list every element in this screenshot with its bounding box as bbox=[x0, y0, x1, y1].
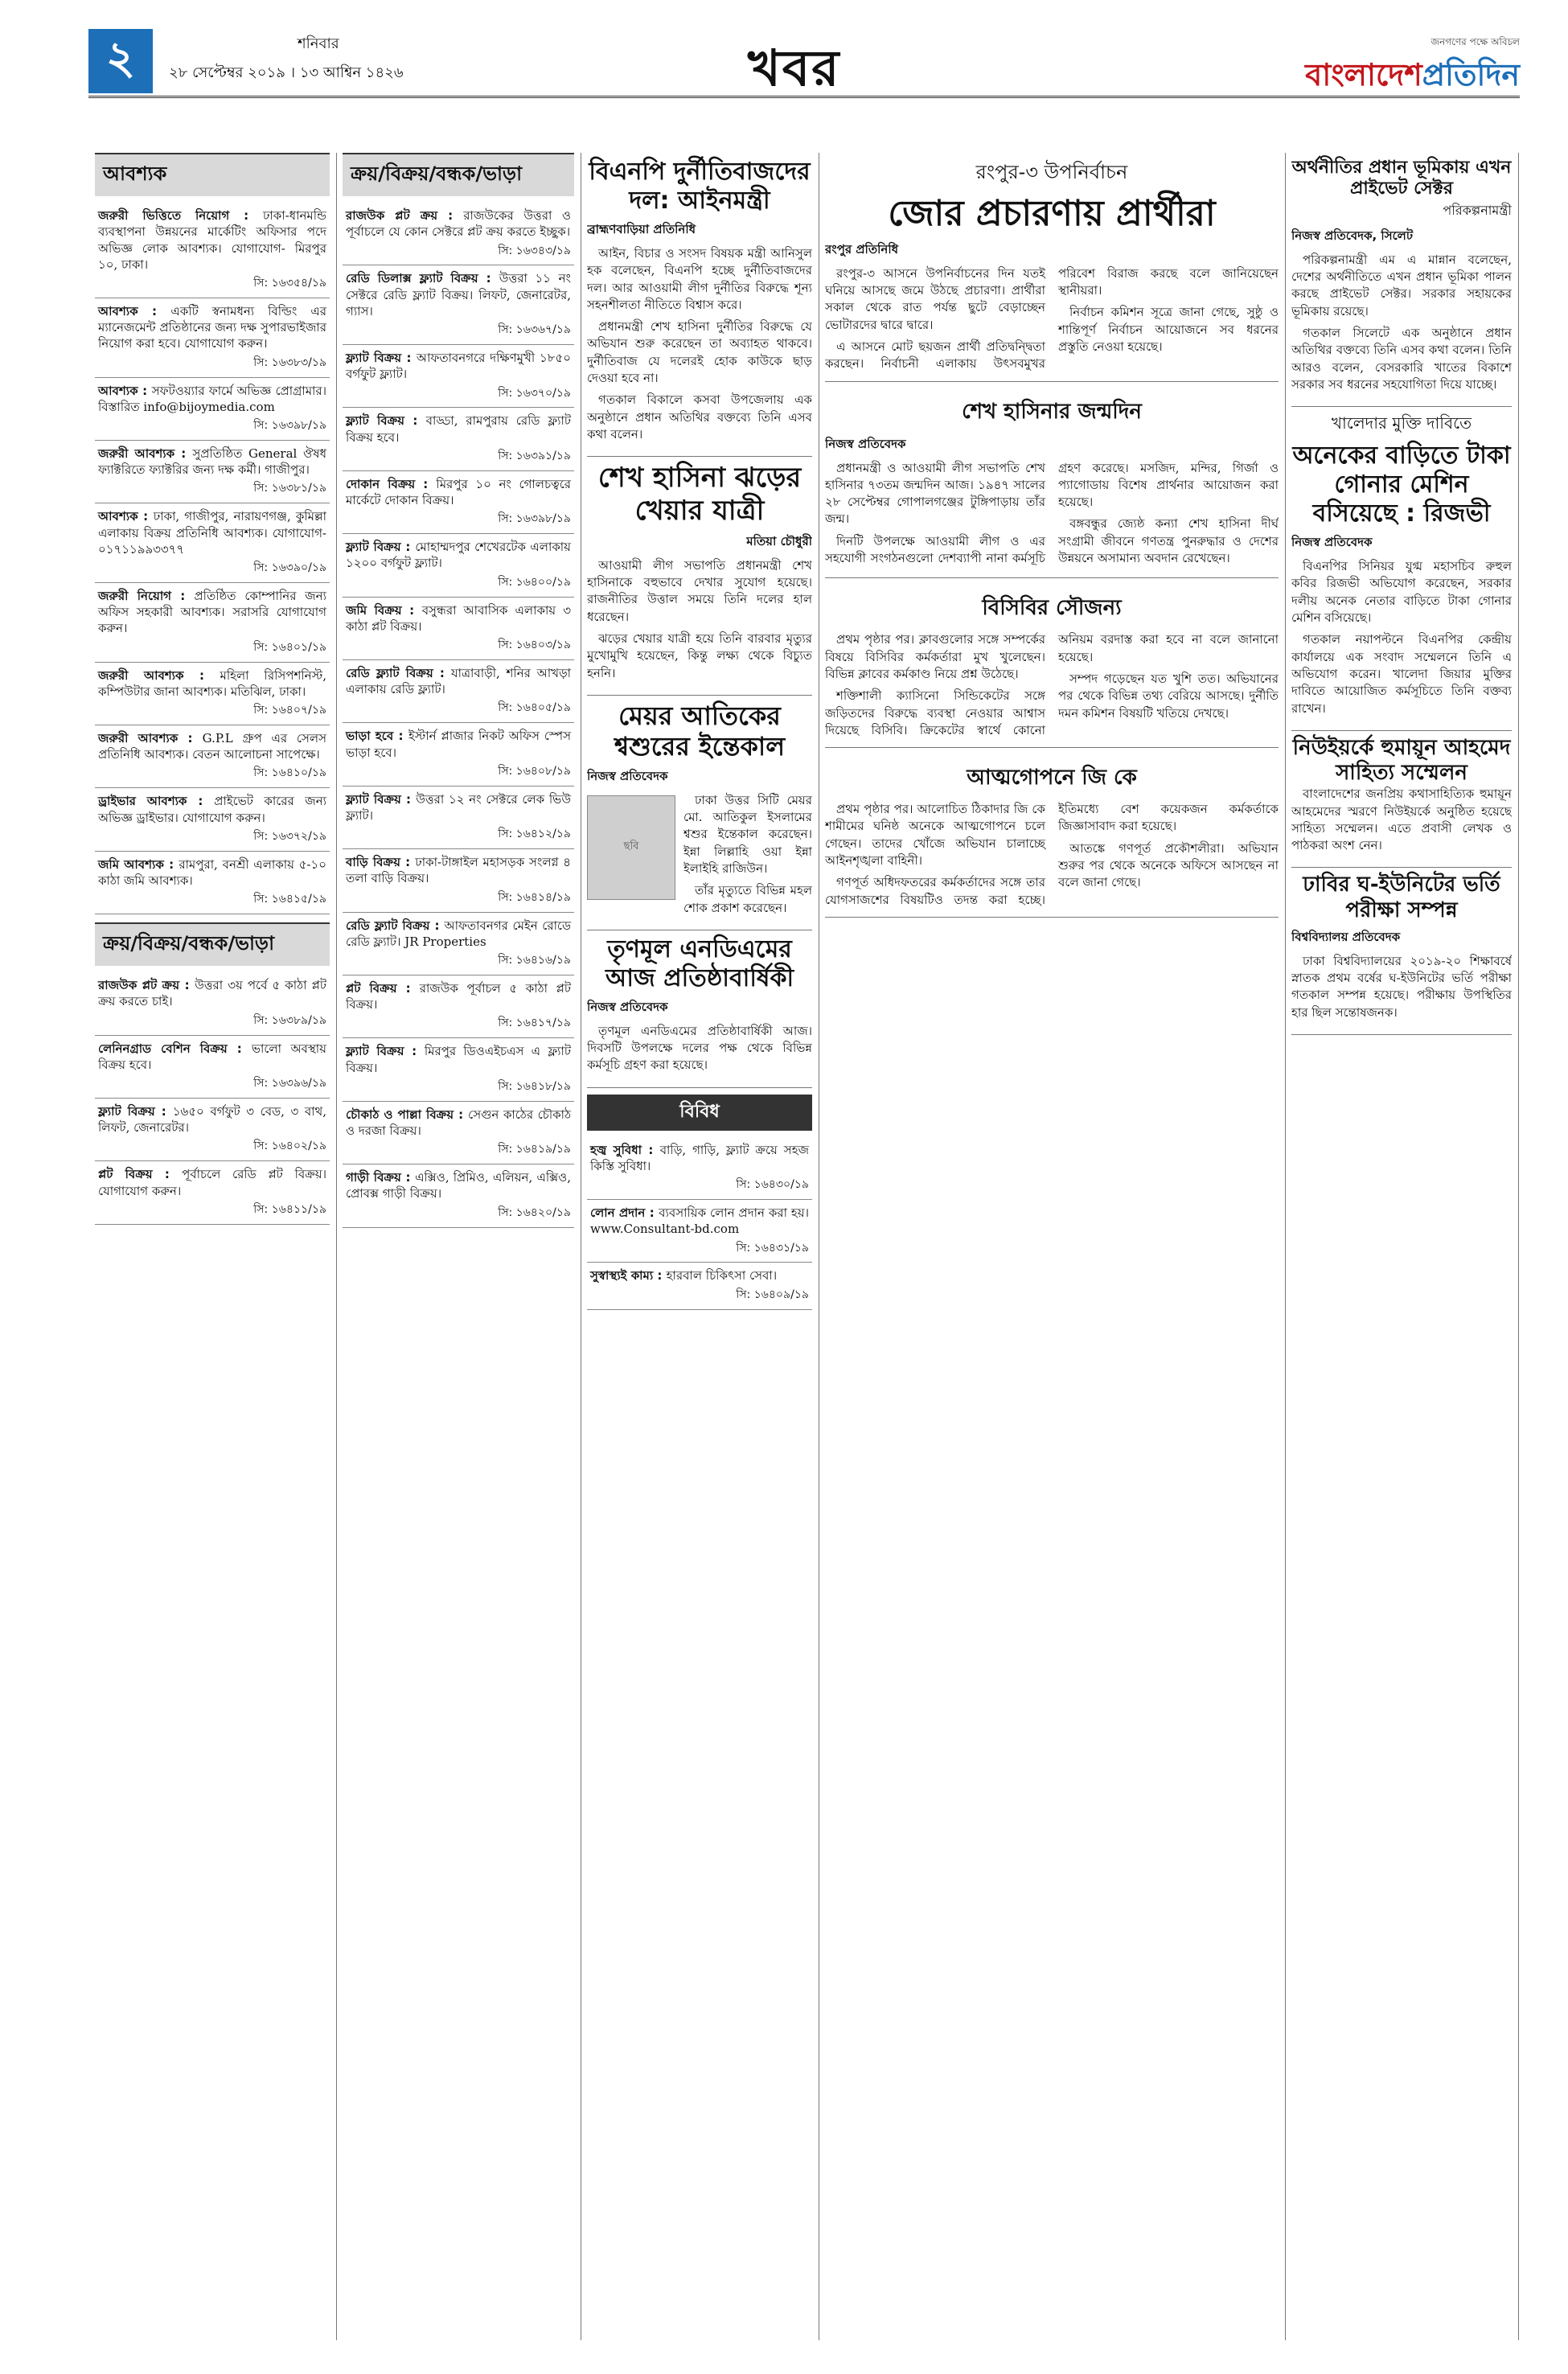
classifieds-column-2 bbox=[343, 153, 574, 2340]
paragraph: গতকাল সিলেটে এক অনুষ্ঠানে প্রধান অতিথির বক্তব্যে তিনি এসব কথা বলেন। তিনি আরও বলেন, বেসরকারি খাতের বিকাশে সরকার সব ধরনের সহযোগিতা দিয়ে যাচ্ছে। bbox=[1291, 325, 1512, 392]
ad-text: সেগুন কাঠের চৌকাঠ ও দরজা বিক্রয়। bbox=[346, 1107, 571, 1138]
ad-lead: জরুরী ভিত্তিতে নিয়োগ : bbox=[98, 208, 263, 223]
paragraph: নির্বাচন কমিশন সূত্রে জানা গেছে, সুষ্ঠু ও শান্তিপূর্ণ নির্বাচন আয়োজনে সব ধরনের প্রস্তুতি নেওয়া হয়েছে। bbox=[1058, 305, 1279, 354]
headline: অর্থনীতির প্রধান ভূমিকায় এখন প্রাইভেট সেক্টর bbox=[1291, 158, 1512, 199]
classified-heading: আবশ্যক bbox=[95, 153, 330, 196]
paragraph: এ আসনে মোট ছয়জন প্রার্থী প্রতিদ্বন্দ্বিতা করছেন। নির্বাচনী এলাকায় উৎসবমুখর পরিবেশ বিরাজ করছে বলে জানিয়েছেন স্থানীয়রা। bbox=[825, 265, 1279, 372]
ad-text: ১৬৫০ বর্গফুট ৩ বেড, ৩ বাথ, লিফট, জেনারেটর। bbox=[98, 1103, 326, 1136]
paragraph: ঢাকা উত্তর সিটি মেয়র মো. আতিকুল ইসলামের শ্বশুর ইন্তেকাল করেছেন। ইন্না লিল্লাহি ওয়া ইন্না ইলাইহি রাজিউন। bbox=[683, 792, 812, 876]
classified-ad bbox=[343, 534, 574, 597]
ad-text: বাড্ডা, রামপুরায় রেডি ফ্ল্যাট বিক্রয় হবে। bbox=[346, 413, 572, 445]
headline: শেখ হাসিনার জন্মদিন bbox=[962, 399, 1142, 424]
classified-ad bbox=[587, 1137, 812, 1200]
classified-heading-2: ক্রয়/বিক্রয়/বন্ধক/ভাড়া bbox=[95, 922, 330, 966]
ad-code: সি: ১৬৩৯৮/১৯ bbox=[253, 419, 326, 433]
ad-text: G.P.L গ্রুপ এর সেলস প্রতিনিধি আবশ্যক। বেতন আলোচনা সাপেক্ষে। bbox=[98, 730, 327, 762]
classified-ad bbox=[95, 203, 330, 298]
ad-lead: ফ্ল্যাট বিক্রয় : bbox=[346, 791, 417, 807]
ad-lead: রেডি ফ্ল্যাট বিক্রয় : bbox=[346, 665, 451, 680]
ad-text: ঢাকা-টাঙ্গাইল মহাসড়ক সংলগ্ন ৪ তলা বাড়ি বিক্রয়। bbox=[346, 855, 571, 886]
ad-code: সি: ১৬৩৬৭/১৯ bbox=[498, 323, 571, 337]
headline: তৃণমূল এনডিএমের আজ প্রতিষ্ঠাবার্ষিকী bbox=[605, 934, 794, 992]
story-trinamool bbox=[587, 930, 812, 1088]
paragraph: গতকাল বিকালে কসবা উপজেলায় এক অনুষ্ঠানে প্রধান অতিথির বক্তব্যে তিনি এসব কথা বলেন। bbox=[587, 392, 812, 442]
kicker: রংপুর-৩ উপনির্বাচন bbox=[975, 161, 1128, 183]
classified-list bbox=[343, 203, 574, 1228]
classified-ad bbox=[95, 1161, 330, 1224]
classified-ad bbox=[343, 660, 574, 723]
ad-text: রাজউক পূর্বাচল ৫ কাঠা প্লট বিক্রয়। bbox=[346, 980, 571, 1012]
headline: নিউইয়র্কে হুমায়ূন আহমেদ সাহিত্য সম্মেলন bbox=[1292, 735, 1511, 786]
classified-ad bbox=[343, 787, 574, 849]
classified-ad bbox=[343, 345, 574, 408]
ad-lead: জমি আবশ্যক : bbox=[98, 856, 179, 872]
story-bcb bbox=[825, 578, 1279, 748]
brand-tagline: জনগণের পক্ষে অবিচল bbox=[1430, 36, 1520, 47]
byline: রংপুর প্রতিনিধি bbox=[825, 241, 899, 257]
ad-lead: আবশ্যক : bbox=[98, 509, 154, 524]
ad-lead: জমি বিক্রয় : bbox=[346, 602, 422, 618]
story-poem bbox=[587, 457, 812, 696]
ad-code: সি: ১৬৩৭০/১৯ bbox=[498, 386, 571, 400]
paragraph: গণপূর্ত অধিদফতরের কর্মকর্তাদের সঙ্গে তার যোগসাজশের বিষয়টিও তদন্ত করা হচ্ছে। ইতিমধ্যে বেশ কয়েকজন কর্মকর্তাকে জিজ্ঞাসাবাদ করা হয়েছে। bbox=[825, 802, 1279, 907]
headline: মেয়র আতিকের শ্বশুরের ইন্তেকাল bbox=[614, 700, 786, 762]
ad-lead: সুস্বাস্থ্যই কাম্য : bbox=[590, 1268, 667, 1284]
story-economy bbox=[1291, 153, 1512, 407]
ad-code: সি: ১৬৩৮৩/১৯ bbox=[253, 355, 326, 369]
ad-code: সি: ১৬৪১৪/১৯ bbox=[498, 890, 571, 904]
classified-ad bbox=[343, 723, 574, 786]
story-rangpur bbox=[825, 153, 1279, 382]
ad-code: সি: ১৬৪১৭/১৯ bbox=[498, 1017, 571, 1030]
classified-list-2 bbox=[95, 972, 330, 1225]
classified-ad bbox=[95, 972, 330, 1035]
classified-ad bbox=[95, 1099, 330, 1161]
masthead bbox=[88, 24, 1520, 98]
story-du bbox=[1291, 868, 1512, 1035]
paragraph: প্রথম পৃষ্ঠার পর। ক্লাবগুলোর সঙ্গে সম্পর্কের বিষয়ে বিসিবির কর্মকর্তারা মুখ খুলেছেন। বিভিন্ন ক্লাবের কর্মকাণ্ড নিয়ে প্রশ্ন উঠেছে। bbox=[825, 632, 1045, 681]
brand-name bbox=[1305, 51, 1520, 103]
ad-lead: ফ্ল্যাট বিক্রয় : bbox=[346, 1044, 425, 1059]
ad-text: এক্সিও, প্রিমিও, এলিয়ন, এক্সিও, প্রোবক্স গাড়ী বিক্রয়। bbox=[346, 1170, 571, 1201]
ad-code: সি: ১৬৪১১/১৯ bbox=[253, 1202, 326, 1216]
ad-code: সি: ১৬৪১৯/১৯ bbox=[498, 1143, 571, 1156]
classified-ad bbox=[343, 1164, 574, 1227]
headline: আত্মগোপনে জি কে bbox=[967, 766, 1137, 791]
ad-text: আফতাবনগরে দক্ষিণমুখী ১৮৫০ বর্গফুট ফ্ল্যাট। bbox=[346, 351, 572, 382]
ad-lead: ভাড়া হবে : bbox=[346, 729, 408, 744]
ad-lead: ফ্ল্যাট বিক্রয় : bbox=[346, 351, 417, 366]
ad-text: ব্যবসায়িক লোন প্রদান করা হয়। www.Consultant-bd.com bbox=[590, 1205, 809, 1237]
story-obituary bbox=[587, 696, 812, 930]
classified-list bbox=[95, 203, 330, 914]
ad-text: বাড়ি, গাড়ি, ফ্ল্যাট ক্রয়ে সহজ কিস্তি সুবিধা। bbox=[590, 1142, 810, 1173]
ad-lead: রাজউক প্লট ক্রয় : bbox=[98, 978, 195, 993]
news-column-4 bbox=[825, 153, 1279, 2340]
weekday: শনিবার bbox=[298, 35, 339, 52]
page-number: ২ bbox=[88, 29, 153, 93]
story-body bbox=[587, 1023, 812, 1074]
story-body bbox=[825, 460, 1279, 570]
ad-lead: গাড়ী বিক্রয় : bbox=[346, 1170, 416, 1185]
story-body bbox=[587, 557, 812, 682]
misc-list bbox=[587, 1137, 812, 1310]
story-body bbox=[825, 631, 1279, 739]
classified-ad bbox=[343, 1102, 574, 1164]
ad-text: মিরপুর ১০ নং গোলচত্বরে মার্কেটে দোকান বিক্রয়। bbox=[346, 476, 571, 508]
paragraph: আওয়ামী লীগ সভাপতি প্রধানমন্ত্রী শেখ হাসিনাকে বহুভাবে দেখার সুযোগ হয়েছে। রাজনীতির উত্তাল সময়ে তিনি দলের হাল ধরেছেন। bbox=[587, 557, 812, 624]
ad-text: উত্তরা ১২ নং সেক্টরে লেক ভিউ ফ্ল্যাট। bbox=[346, 791, 572, 824]
ad-text: ভালো অবস্থায় বিক্রয় হবে। bbox=[98, 1041, 326, 1072]
ad-lead: জরুরী আবশ্যক : bbox=[98, 667, 220, 683]
byline: নিজস্ব প্রতিবেদক bbox=[1291, 535, 1373, 550]
ad-code: সি: ১৬৪৩০/১৯ bbox=[736, 1178, 809, 1192]
story-birthday bbox=[825, 382, 1279, 579]
ad-lead: জরুরী আবশ্যক : bbox=[98, 446, 193, 461]
ad-lead: জরুরী নিয়োগ : bbox=[98, 588, 195, 603]
paragraph: রংপুর-৩ আসনে উপনির্বাচনের দিন যতই ঘনিয়ে আসছে জমে উঠছে প্রচারণা। প্রার্থীরা সকাল থেকে রাত পর্যন্ত ছুটে বেড়াচ্ছেন ভোটারদের দ্বারে দ্বারে। bbox=[825, 265, 1045, 332]
paragraph: ঝড়ের খেয়ার যাত্রী হয়ে তিনি বারবার মৃত্যুর মুখোমুখি হয়েছেন, কিন্তু লক্ষ্য থেকে বিচ্যুত হননি। bbox=[587, 631, 812, 680]
classified-ad bbox=[587, 1200, 812, 1263]
ad-lead: আবশ্যক : bbox=[98, 383, 152, 398]
story-humayun bbox=[1291, 731, 1512, 869]
ad-lead: বাড়ি বিক্রয় : bbox=[346, 855, 416, 870]
ad-code: সি: ১৬৪২০/১৯ bbox=[498, 1205, 571, 1219]
ad-code: সি: ১৬৪০৯/১৯ bbox=[736, 1288, 809, 1301]
ad-lead: রাজউক প্লট ক্রয় : bbox=[346, 208, 464, 223]
paragraph: প্রথম পৃষ্ঠার পর। আলোচিত ঠিকাদার জি কে শামীমের ঘনিষ্ঠ অনেকে আত্মগোপনে চলে গেছেন। তাদের খোঁজে অভিযান চালাচ্ছে আইনশৃঙ্খলা বাহিনী। bbox=[825, 802, 1045, 869]
paragraph: পরিকল্পনামন্ত্রী এম এ মান্নান বলেছেন, দেশের অর্থনীতিতে এখন প্রধান ভূমিকা পালন করছে প্রাইভেট সেক্টর। সরকার সহায়কের ভূমিকায় রয়েছে। bbox=[1291, 252, 1512, 318]
ad-text: প্রতিষ্ঠিত কোম্পানির জন্য অফিস সহকারী আবশ্যক। সরাসরি যোগাযোগ করুন। bbox=[98, 588, 326, 636]
ad-lead: জরুরী আবশ্যক : bbox=[98, 730, 203, 745]
ad-text: মহিলা রিসিপশনিস্ট, কম্পিউটার জানা আবশ্যক। মতিঝিল, ঢাকা। bbox=[98, 667, 326, 699]
ad-code: সি: ১৬৩৯৬/১৯ bbox=[253, 1077, 326, 1090]
paragraph: বাংলাদেশের জনপ্রিয় কথাসাহিত্যিক হুমায়ূন আহমেদের স্মরণে নিউইয়র্কে অনুষ্ঠিত হয়েছে সাহিত্য সম্মেলন। এতে প্রবাসী লেখক ও পাঠকরা অংশ নেন। bbox=[1291, 787, 1512, 853]
classified-ad bbox=[95, 583, 330, 663]
story-body bbox=[1291, 558, 1512, 717]
ad-lead: আবশ্যক : bbox=[98, 303, 171, 318]
paragraph: শক্তিশালী ক্যাসিনো সিন্ডিকেটের সঙ্গে জড়িতদের বিরুদ্ধে ব্যবস্থা নেওয়ার আশ্বাস দিয়েছে বিসিবি। ক্রিকেটের স্বার্থে কোনো অনিয়ম বরদাস্ত করা হবে না বলে জানানো হয়েছে। bbox=[825, 632, 1279, 737]
ad-text: উত্তরা ১১ নং সেক্টরে রেডি ফ্ল্যাট বিক্রয়। লিফট, জেনারেটর, গ্যাস। bbox=[346, 271, 571, 318]
ad-text: মোহাম্মদপুর শেখেরটেক এলাকায় ১২০০ বর্গফুট ফ্ল্যাট। bbox=[346, 540, 571, 571]
ad-text: বসুন্ধরা আবাসিক এলাকায় ৩ কাঠা প্লট বিক্রয়। bbox=[346, 602, 571, 634]
headline: জোর প্রচারণায় প্রার্থীরা bbox=[888, 193, 1216, 234]
paragraph: তাঁর মৃত্যুতে বিভিন্ন মহল শোক প্রকাশ করেছেন। bbox=[683, 883, 812, 915]
byline: নিজস্ব প্রতিবেদক bbox=[587, 768, 668, 783]
classified-ad bbox=[343, 471, 574, 534]
classifieds-column-1 bbox=[95, 153, 330, 2340]
ad-lead: লেনিনগ্রাড বেশিন বিক্রয় : bbox=[98, 1041, 252, 1056]
ad-text: রামপুরা, বনশ্রী এলাকায় ৫-১০ কাঠা জমি আবশ্যক। bbox=[98, 856, 326, 889]
classified-ad bbox=[343, 849, 574, 912]
portrait-photo: ছবি bbox=[587, 795, 675, 900]
classified-ad bbox=[95, 441, 330, 503]
headline: বিসিবির সৌজন্য bbox=[982, 596, 1122, 621]
classified-ad bbox=[343, 203, 574, 265]
classified-ad bbox=[343, 1038, 574, 1101]
ad-text: পূর্বাচলে রেডি প্লট বিক্রয়। যোগাযোগ করুন। bbox=[98, 1167, 326, 1198]
byline: বিশ্ববিদ্যালয় প্রতিবেদক bbox=[1291, 929, 1401, 944]
classified-ad bbox=[95, 725, 330, 788]
ad-lead: ফ্ল্যাট বিক্রয় : bbox=[346, 540, 416, 555]
column-rule bbox=[1285, 153, 1286, 2340]
ad-code: সি: ১৬৪১২/১৯ bbox=[498, 828, 571, 841]
ad-text: ঢাকা, গাজীপুর, নারায়ণগঞ্জ, কুমিল্লা এলাকায় বিক্রয় প্রতিনিধি আবশ্যক। যোগাযোগ- ০১৭১১৯৯৩৩৭৭ bbox=[98, 509, 327, 557]
paragraph: বিএনপির সিনিয়র যুগ্ম মহাসচিব রুহুল কবির রিজভী অভিযোগ করেছেন, সরকার দলীয় অনেক নেতার বাড়িতে টাকা গোনার মেশিন বসিয়েছে। bbox=[1291, 559, 1512, 626]
byline: মতিয়া চৌধুরী bbox=[746, 533, 812, 548]
paragraph: সম্পদ গড়েছেন যত খুশি তত। অভিযানের পর থেকে বিভিন্ন তথ্য বেরিয়ে আসছে। দুর্নীতি দমন কমিশন বিষয়টি খতিয়ে দেখছে। bbox=[1058, 671, 1279, 721]
ad-lead: প্লট বিক্রয় : bbox=[98, 1167, 183, 1182]
ad-code: সি: ১৬৪০৭/১৯ bbox=[253, 704, 326, 717]
story-body bbox=[825, 265, 1279, 373]
brand-name-red: বাংলাদেশ bbox=[1305, 57, 1422, 92]
ad-text: হারবাল চিকিৎসা সেবা। bbox=[666, 1268, 778, 1284]
classified-ad bbox=[343, 265, 574, 345]
ad-code: সি: ১৬৪১৬/১৯ bbox=[498, 954, 571, 967]
ad-lead: ফ্ল্যাট বিক্রয় : bbox=[98, 1103, 173, 1119]
ad-lead: দোকান বিক্রয় : bbox=[346, 476, 437, 491]
ad-code: সি: ১৬৩৯১/১৯ bbox=[498, 449, 571, 462]
ad-code: সি: ১৬৪৩১/১৯ bbox=[736, 1241, 809, 1255]
story-rizvi bbox=[1291, 407, 1512, 731]
misc-heading: বিবিধ bbox=[587, 1095, 812, 1131]
classified-ad bbox=[95, 852, 330, 914]
ad-text: মিরপুর ডিওএইচএস এ ফ্ল্যাট বিক্রয়। bbox=[346, 1044, 571, 1075]
story-body bbox=[1291, 252, 1512, 393]
byline: নিজস্ব প্রতিবেদক bbox=[587, 999, 668, 1014]
column-rule bbox=[1518, 153, 1519, 2340]
ad-code: সি: ১৬৩৫৪/১৯ bbox=[253, 277, 326, 290]
headline: বিএনপি দুর্নীতিবাজদের দল: আইনমন্ত্রী bbox=[589, 158, 811, 215]
story-body bbox=[1291, 953, 1512, 1021]
paragraph: ঢাকা বিশ্ববিদ্যালয়ের ২০১৯-২০ শিক্ষাবর্ষে স্নাতক প্রথম বর্ষের ঘ-ইউনিটের ভর্তি পরীক্ষা গতকাল সম্পন্ন হয়েছে। পরীক্ষায় উপস্থিতির হার ছিল সন্তোষজনক। bbox=[1291, 953, 1512, 1020]
ad-lead: রেডি ডিলাক্স ফ্ল্যাট বিক্রয় : bbox=[346, 271, 499, 286]
section-title: খবর bbox=[748, 39, 841, 97]
byline: ব্রাহ্মণবাড়িয়া প্রতিনিধি bbox=[587, 222, 696, 236]
paragraph: প্রধানমন্ত্রী ও আওয়ামী লীগ সভাপতি শেখ হাসিনার ৭৩তম জন্মদিন আজ। ১৯৪৭ সালের ২৮ সেপ্টেম্বর গোপালগঞ্জের টুঙ্গিপাড়ায় তাঁর জন্ম। bbox=[825, 460, 1045, 527]
column-rule bbox=[336, 153, 337, 2340]
story-body bbox=[825, 801, 1279, 909]
ad-text: ইস্টার্ন প্লাজার নিকট অফিস স্পেস ভাড়া হবে। bbox=[346, 729, 571, 760]
ad-text: একটি স্বনামধন্য বিল্ডিং এর ম্যানেজমেন্ট প্রতিষ্ঠানের জন্য দক্ষ সুপারভাইজার নিয়োগ করা হবে। যোগাযোগ করুন। bbox=[98, 303, 326, 351]
news-column-3 bbox=[587, 153, 812, 2340]
ad-text: সুপ্রতিষ্ঠিত General ঔষধ ফ্যাক্টরিতে ফ্যাক্টরির জন্য দক্ষ কর্মী। গাজীপুর। bbox=[98, 446, 326, 478]
ad-code: সি: ১৬৩৯০/১৯ bbox=[253, 561, 326, 575]
headline: অনেকের বাড়িতে টাকা গোনার মেশিন বসিয়েছে : রিজভী bbox=[1292, 442, 1511, 528]
story-body bbox=[1291, 786, 1512, 854]
ad-text: যাত্রাবাড়ী, শনির আখড়া এলাকায় রেডি ফ্ল্যাট। bbox=[346, 665, 572, 697]
story-bnp bbox=[587, 153, 812, 457]
paragraph: প্রধানমন্ত্রী শেখ হাসিনা দুর্নীতির বিরুদ্ধে যে অভিযান শুরু করেছেন তা অব্যাহত থাকবে। দুর্নীতিবাজ যে দলেরই হোক কাউকে ছাড় দেওয়া হবে না। bbox=[587, 319, 812, 386]
ad-lead: রেডি ফ্ল্যাট বিক্রয় : bbox=[346, 918, 445, 933]
ad-code: সি: ১৬৩৭২/১৯ bbox=[253, 829, 326, 843]
ad-lead: হজ্ব সুবিধা : bbox=[590, 1142, 660, 1157]
ad-text: প্রাইভেট কারের জন্য অভিজ্ঞ ড্রাইভার। যোগাযোগ করুন। bbox=[98, 794, 326, 825]
classified-ad bbox=[587, 1263, 812, 1309]
ad-code: সি: ১৬৪০০/১৯ bbox=[498, 575, 571, 589]
classified-ad bbox=[95, 378, 330, 441]
ad-code: সি: ১৬৪০৮/১৯ bbox=[498, 764, 571, 778]
ad-code: সি: ১৬৪১৮/১৯ bbox=[498, 1079, 571, 1093]
ad-lead: ফ্ল্যাট বিক্রয় : bbox=[346, 413, 426, 429]
paragraph: বঙ্গবন্ধুর জ্যেষ্ঠ কন্যা শেখ হাসিনা দীর্ঘ সংগ্রামী জীবনে গণতন্ত্র পুনরুদ্ধার ও দেশের উন্নয়নে অসামান্য অবদান রেখেছেন। bbox=[1058, 516, 1279, 566]
ad-text: রাজউকের উত্তরা ও পূর্বাচলে যে কোন সেক্টরে প্লট ক্রয় করতে ইচ্ছুক। bbox=[346, 208, 571, 240]
story-gk bbox=[825, 748, 1279, 918]
headline-sub: পরিকল্পনামন্ত্রী bbox=[1443, 202, 1512, 218]
ad-lead: চৌকাঠ ও পাল্লা বিক্রয় : bbox=[346, 1107, 469, 1122]
paragraph: তৃণমূল এনডিএমের প্রতিষ্ঠাবার্ষিকী আজ। দিবসটি উপলক্ষে দলের পক্ষ থেকে বিভিন্ন কর্মসূচি গ্রহণ করা হয়েছে। bbox=[587, 1023, 812, 1073]
classified-ad bbox=[95, 1036, 330, 1099]
ad-code: সি: ১৬৩৮১/১৯ bbox=[253, 482, 326, 495]
classified-ad bbox=[95, 788, 330, 851]
ad-text: সফটওয়্যার ফার্মে অভিজ্ঞ প্রোগ্রামার। বিস্তারিত info@bijoymedia.com bbox=[98, 383, 326, 414]
classified-ad bbox=[95, 298, 330, 378]
ad-code: সি: ১৬৪০১/১৯ bbox=[253, 640, 326, 654]
paragraph: দিনটি উপলক্ষে আওয়ামী লীগ ও এর সহযোগী সংগঠনগুলো দেশব্যাপী নানা কর্মসূচি গ্রহণ করেছে। মসজিদ, মন্দির, গির্জা ও প্যাগোডায় বিশেষ প্রার্থনার আয়োজন করা হয়েছে। bbox=[825, 460, 1279, 566]
classified-heading: ক্রয়/বিক্রয়/বন্ধক/ভাড়া bbox=[343, 153, 574, 196]
ad-code: সি: ১৬৪০২/১৯ bbox=[253, 1140, 326, 1153]
ad-code: সি: ১৬৩৮৯/১৯ bbox=[253, 1013, 326, 1027]
news-column-6 bbox=[1291, 153, 1512, 2340]
ad-code: সি: ১৬৪০৫/১৯ bbox=[498, 701, 571, 715]
byline: নিজস্ব প্রতিবেদক bbox=[825, 436, 906, 451]
paragraph: আইন, বিচার ও সংসদ বিষয়ক মন্ত্রী আনিসুল হক বলেছেন, বিএনপি হচ্ছে দুর্নীতিবাজদের দল। আর আওয়ামী লীগ দুর্নীতির বিরুদ্ধে শূন্য সহনশীলতা নীতিতে বিশ্বাস করে। bbox=[587, 246, 812, 312]
ad-lead: ড্রাইভার আবশ্যক : bbox=[98, 794, 215, 809]
brand-logo bbox=[1305, 35, 1520, 103]
ad-code: সি: ১৬৪১০/১৯ bbox=[253, 766, 326, 780]
ad-code: সি: ১৬৩৯৮/১৯ bbox=[498, 512, 571, 526]
paragraph: আতঙ্কে গণপূর্ত প্রকৌশলীরা। অভিযান শুরুর পর থেকে অনেকে অফিসে আসছেন না বলে জানা গেছে। bbox=[1058, 840, 1279, 890]
kicker: খালেদার মুক্তি দাবিতে bbox=[1331, 413, 1472, 433]
ad-code: সি: ১৬৪১৫/১৯ bbox=[253, 893, 326, 906]
classified-ad bbox=[343, 975, 574, 1038]
byline: নিজস্ব প্রতিবেদক, সিলেট bbox=[1291, 228, 1414, 243]
story-body bbox=[587, 245, 812, 443]
ad-code: সি: ১৬৪০৩/১৯ bbox=[498, 639, 571, 652]
classified-ad bbox=[95, 663, 330, 725]
ad-lead: প্লট বিক্রয় : bbox=[346, 980, 420, 996]
headline: ঢাবির ঘ-ইউনিটের ভর্তি পরীক্ষা সম্পন্ন bbox=[1303, 873, 1500, 922]
paragraph: গতকাল নয়াপল্টনে বিএনপির কেন্দ্রীয় কার্যালয়ে এক সংবাদ সম্মেলনে তিনি এ অভিযোগ করেন। খালেদা জিয়ার মুক্তির দাবিতে আয়োজিত কর্মসূচিতে তিনি বক্তব্য রাখেন। bbox=[1291, 632, 1512, 716]
ad-code: সি: ১৬৩৪৩/১৯ bbox=[498, 244, 571, 257]
classified-ad bbox=[343, 598, 574, 660]
ad-text: ঢাকা-ধানমন্ডি ব্যবস্থাপনা উন্নয়নের মার্কেটিং অফিসার পদে অভিজ্ঞ লোক আবশ্যক। যোগাযোগ- মিরপুর ১০, ঢাকা। bbox=[98, 208, 326, 272]
ad-lead: লোন প্রদান : bbox=[590, 1205, 659, 1221]
classified-ad bbox=[95, 503, 330, 583]
brand-name-blue: প্রতিদিন bbox=[1422, 57, 1520, 92]
ad-text: উত্তরা ৩য় পর্বে ৫ কাঠা প্লট ক্রয় করতে চাই। bbox=[98, 978, 326, 1009]
classified-ad bbox=[343, 408, 574, 470]
headline: শেখ হাসিনা ঝড়ের খেয়ার যাত্রী bbox=[597, 462, 802, 528]
ad-text: আফতাবনগর মেইন রোডে রেডি ফ্ল্যাট। JR Properties bbox=[346, 918, 571, 949]
classified-ad bbox=[343, 913, 574, 975]
dateline: ২৮ সেপ্টেম্বর ২০১৯ । ১৩ আশ্বিন ১৪২৬ bbox=[169, 64, 404, 81]
